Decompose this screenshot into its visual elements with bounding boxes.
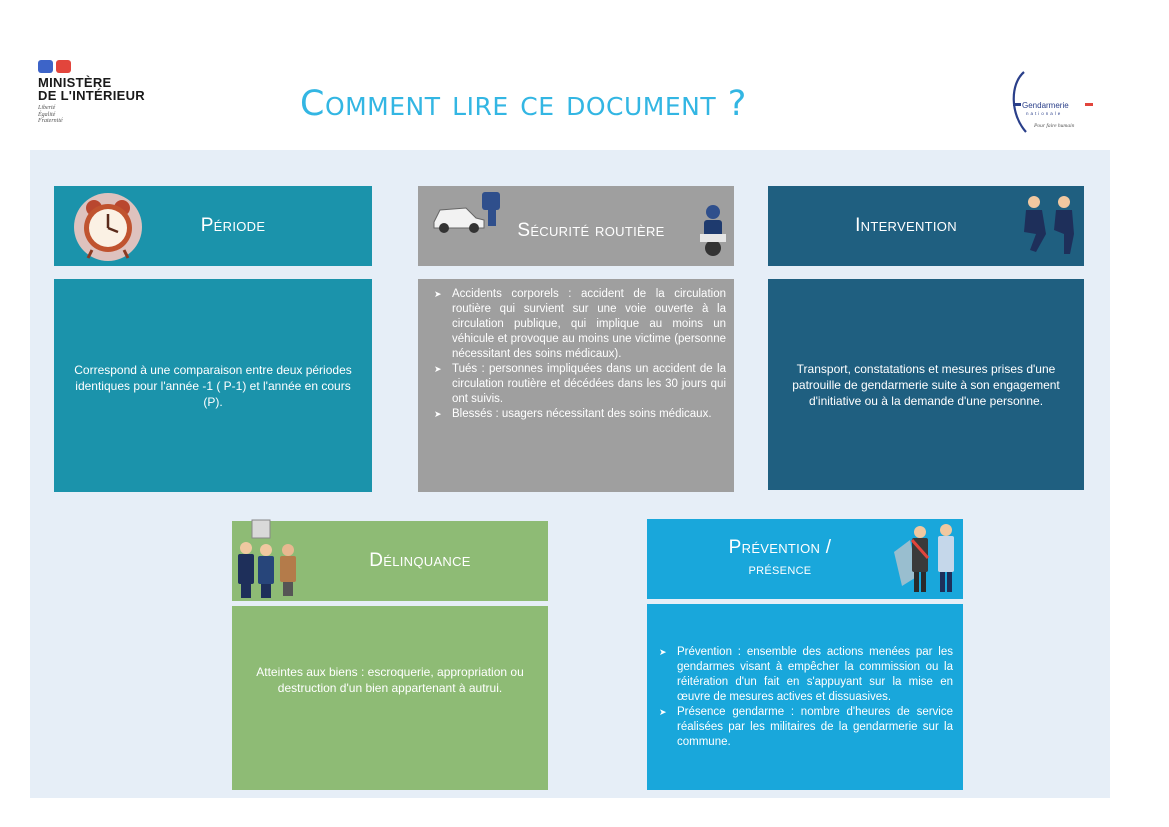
delinquance-body-box [232, 606, 548, 790]
intervention-description: Transport, constatations et mesures prises d'une patrouille de gendarmerie suite à son engagement d'initiative ou à la demande d'une personne. [792, 361, 1060, 408]
securite-body-box [418, 279, 734, 492]
ministry-name-line1: MINISTÈRE [38, 75, 112, 90]
securite-definition-item: ➤ Blessés : usagers nécessitant des soins médicaux. [432, 407, 726, 422]
prevention-definition-item: ➤ Prévention : ensemble des actions menées par les gendarmes visant à empêcher la commission ou la réitération d'un fait en s'appuyant sur la mise en œuvre de mesures actives et dissuasives. [657, 645, 953, 705]
prevention-body-box [647, 604, 963, 790]
gendarmerie-subtitle: nationale [1026, 111, 1063, 116]
ministry-name-line2: DE L'INTÉRIEUR [38, 88, 145, 103]
gn-flag-blue [1013, 103, 1021, 106]
intervention-body-box [768, 279, 1084, 490]
securite-definition-item: ➤ Accidents corporels : accident de la circulation routière qui survient sur une voie ouverte à la circulation publique, qui implique au moins un véhicule et provoque au moins une victime (personne nécessitant des soins médicaux). [432, 287, 726, 362]
marianne-flag-icon [38, 60, 168, 73]
periode-description: Correspond à une comparaison entre deux périodes identiques pour l'année -1 ( P-1) et l'année en cours (P). [74, 362, 352, 409]
gendarmes-running-icon [1014, 190, 1084, 260]
securite-title: Sécurité routière [517, 220, 665, 241]
gendarmerie-name: Gendarmerie [1022, 101, 1069, 110]
intervention-title: Intervention [855, 215, 957, 236]
gendarmes-group-icon [232, 516, 304, 600]
prevention-title: Prévention / [728, 537, 832, 558]
delinquance-title: Délinquance [369, 550, 471, 571]
prevention-definition-item: ➤ Présence gendarme : nombre d'heures de service réalisées par les militaires de la gendarmerie sur la commune. [657, 705, 953, 750]
gendarmes-mayor-icon [892, 516, 964, 594]
motorcycle-icon [692, 200, 734, 258]
gendarmerie-logo [1010, 70, 1096, 136]
securite-definition-item: ➤ Tués : personnes impliquées dans un accident de la circulation routière et décédées dans les 30 jours qui ont suivis. [432, 362, 726, 407]
periode-title: Période [200, 215, 266, 236]
car-icon [428, 188, 508, 236]
delinquance-description: Atteintes aux biens : escroquerie, appropriation ou destruction d'un bien appartenant à autrui. [256, 665, 524, 695]
ministry-motto: Liberté Égalité Fraternité [38, 105, 63, 124]
prevention-definitions-list [657, 645, 953, 750]
securite-definitions-list [432, 287, 726, 422]
gn-flag-red [1085, 103, 1093, 106]
ministere-interieur-logo [38, 60, 168, 125]
alarm-clock-icon [66, 190, 152, 264]
gendarmerie-motto: Pour faire humain [1034, 123, 1075, 129]
presence-title: présence [748, 561, 812, 578]
page-title: Comment lire ce document ? [300, 84, 747, 124]
periode-body-box [54, 279, 372, 492]
